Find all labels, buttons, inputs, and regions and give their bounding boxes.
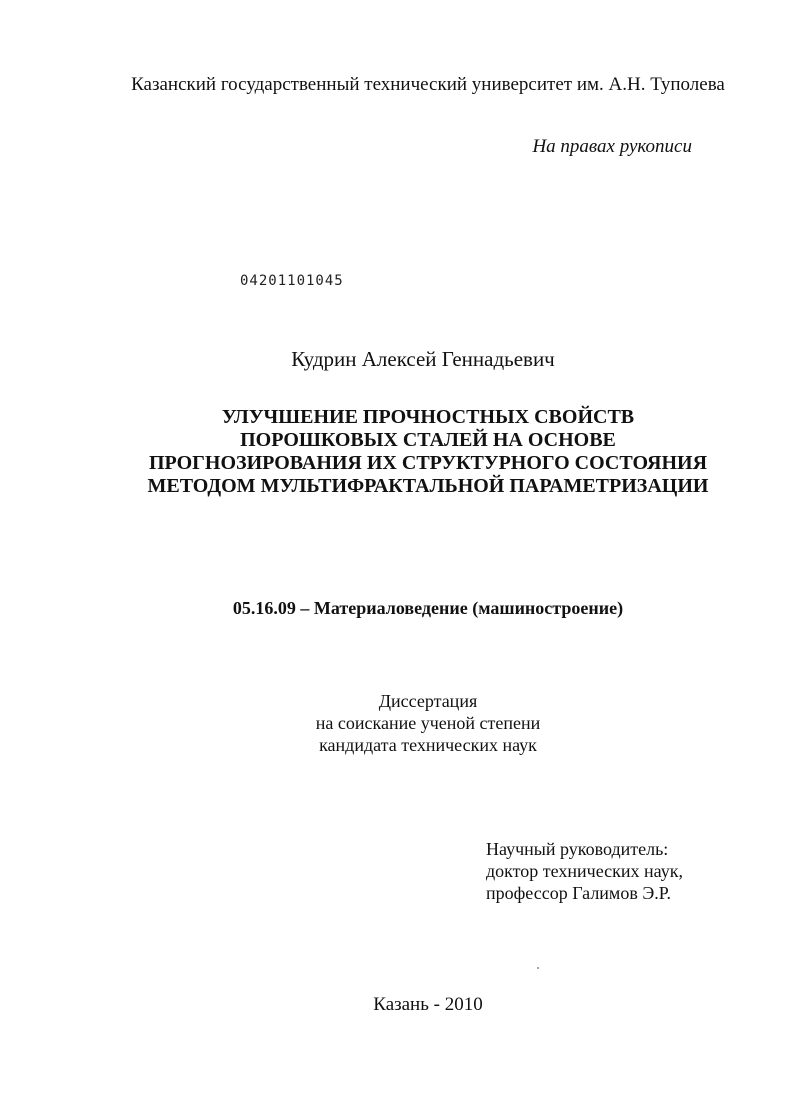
supervisor-line: профессор Галимов Э.Р. bbox=[486, 883, 671, 903]
degree-line: кандидата технических наук bbox=[319, 735, 537, 755]
degree-line: на соискание ученой степени bbox=[315, 713, 541, 733]
dissertation-degree-block bbox=[0, 690, 796, 756]
title-line: ПОРОШКОВЫХ СТАЛЕЙ НА ОСНОВЕ bbox=[240, 429, 616, 451]
supervisor-line: доктор технических наук, bbox=[486, 861, 683, 881]
manuscript-note: На правах рукописи bbox=[532, 136, 692, 157]
dissertation-title bbox=[0, 406, 796, 498]
title-line: МЕТОДОМ МУЛЬТИФРАКТАЛЬНОЙ ПАРАМЕТРИЗАЦИИ bbox=[147, 475, 709, 497]
specialty-code: 05.16.09 – Материаловедение (машиностроение) bbox=[232, 598, 624, 618]
author-name: Кудрин Алексей Геннадьевич bbox=[291, 347, 555, 371]
library-code: 04201101045 bbox=[240, 273, 344, 289]
title-line: ПРОГНОЗИРОВАНИЯ ИХ СТРУКТУРНОГО СОСТОЯНИЯ bbox=[148, 452, 708, 474]
scan-speck bbox=[537, 967, 539, 969]
city-year: Казань - 2010 bbox=[373, 994, 483, 1015]
supervisor-block bbox=[486, 838, 683, 904]
title-line: УЛУЧШЕНИЕ ПРОЧНОСТНЫХ СВОЙСТВ bbox=[221, 406, 635, 428]
university-name: Казанский государственный технический университет им. А.Н. Туполева bbox=[131, 74, 725, 95]
supervisor-line: Научный руководитель: bbox=[486, 839, 669, 859]
degree-line: Диссертация bbox=[378, 691, 478, 711]
